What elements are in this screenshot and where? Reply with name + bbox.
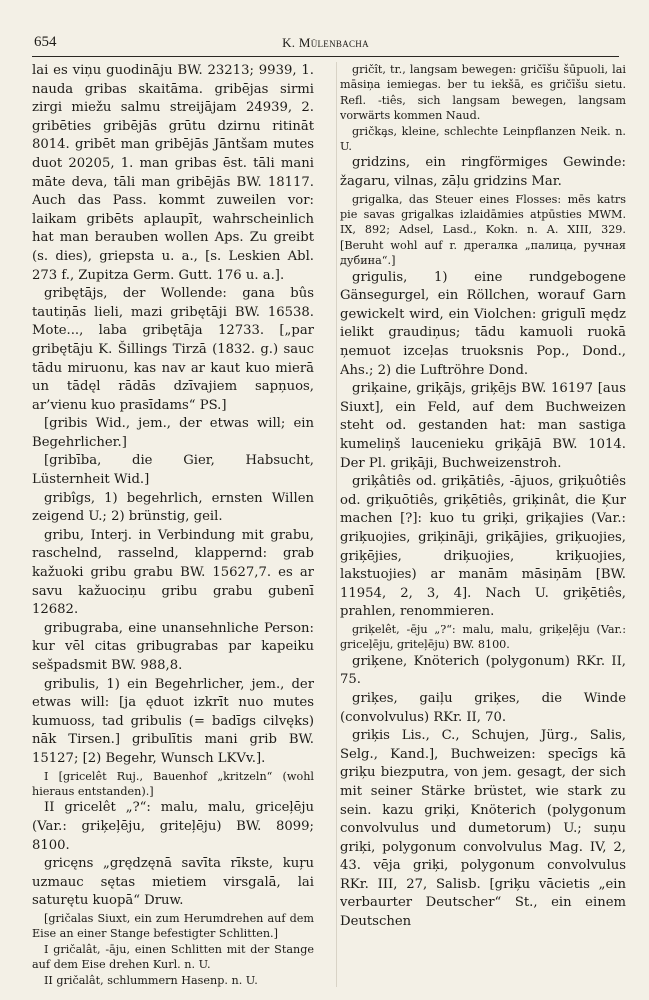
entry-gricens: gricęns „grędzęnā savīta rīkste, kuŗu uzmauc sętas mietiem virsgalā, lai saturętu kuopā“ Druw. xyxy=(32,856,314,909)
entry-gribigs: gribîgs, 1) begehrlich, ernsten Willen zeigend U.; 2) brünstig, geil. xyxy=(32,490,314,525)
entry-gribetajs: gribętājs, der Wollende: gana bûs tautiņās lieli, mazi gribętāji BW. 16538. Mote..., laba gribętāja 12733. [„par gribętāju K. Šillings Tirzā (1832. g.) sauc tādu miruonu, kas nav ar kaut kuo mierā un tādęl rādās dzīvajiem sapņuos, ar’vienu kuo prasīdams“ PS.] xyxy=(32,286,314,413)
column-divider xyxy=(336,62,337,987)
entry-grickas: grička̧s, kleine, schlechte Leinpflanzen Neik. n. U. xyxy=(340,124,626,154)
entry-grigalka: grigalka, das Steuer eines Flosses: mēs katrs pie savas grigalkas izlaidāmies atpūsties MWM. IX, 892; Adsel, Lasd., Kokn. n. A. XIII, 329. [Beruht wohl auf r. дрегалка „палица, ручная дубина“.] xyxy=(340,192,626,268)
page-header xyxy=(32,30,619,57)
entry-gribiba: [gribība, die Gier, Habsucht, Lüsternheit Wid.] xyxy=(32,453,314,488)
left-column xyxy=(32,62,314,992)
entry-gricelet-2: II gricelêt „?“: malu, malu, griceļēju (Var.: griķeļēju, griteļēju) BW. 8099; 8100. xyxy=(32,800,314,853)
entry-gricalas: [gričalas Siuxt, ein zum Herumdrehen auf dem Eise an einer Stange befestigter Schlitten.] xyxy=(32,911,314,941)
entry-gricalat-1: I gričalât, -āju, einen Schlitten mit der Stange auf dem Eise drehen Kurl. n. U. xyxy=(32,942,314,972)
entry-gribugraba: gribugraba, eine unansehnliche Person: kur vēl citas gribugrabas par kapeiku sešpadsmit BW. 988,8. xyxy=(32,620,314,673)
entry-grikis: griķis Lis., C., Schujen, Jürg., Salis, Selg., Kand.], Buchweizen: specīgs kā griķu biezputra, von jem. gesagt, der sich mit seiner Stärke brüstet, wie stark zu sein. kazu griķi, Knöterich (polygonum convolvulus und dumetorum) U.; suņu griķi, polygonum convolvulus Mag. IV, 2, 43. vēja griķi, polygonum convolvulus RKr. III, 27, Salisb. [griķu vācietis „ein verbaurter Deutscher“ St., ein einem Deutschen xyxy=(340,728,626,930)
entry-grikaties: griķâtiês od. griķātiês, -ājuos, griķuôtiês od. griķuōtiês, griķētiês, griķinât, die Ķur machen [?]: kuo tu griķi, griķajies (Var.: griķuojies, griķināji, griķājies, griķuojies, griķējies, driķuojies, kriķuojies, lakstuojies) ar manām māsiņām [BW. 11954, 2, 3, 4]. Nach U. griķētiês, prahlen, renommieren. xyxy=(340,474,626,620)
entry-grigulis: grigulis, 1) eine rundgebogene Gänsegurgel, ein Röllchen, worauf Garn gewickelt wird, ein Violchen: grigulī mędz ielikt graudiņus; tādu kamuoli ruokā ņemuot izceļas truoksnis Pop., Dond., Ahs.; 2) die Luftröhre Dond. xyxy=(340,269,626,378)
entry-gricit: gričît, tr., langsam bewegen: gričīšu šūpuoli, lai māsiņa iemiegas. ber tu iekšā, es gričīšu sietu. Refl. -tiês, sich langsam bewegen, langsam vorwärts kommen Naud. xyxy=(340,63,626,123)
entry-gribu: gribu, Interj. in Verbindung mit grabu, raschelnd, rasselnd, klappernd: grab kažuoki gribu grabu BW. 15627,7. es ar savu kažuociņu gribu grabu gubenī 12682. xyxy=(32,527,314,618)
entry-continuation: lai es viņu guodināju BW. 23213; 9939, 1. nauda gribas skaitāma. gribējas sirmi zirgi miežu salmu streijājam 24939, 2. gribēties gribējās grūtu dzirnu ritināt 8014. gribēt man gribējās Jāntšam mutes duot 20205, 1. man gribas ēst. tāli mani māte deva, tāli man gribējās BW. 18117. Auch das Pass. kommt zuweilen vor: laikam gribēts aplaupīt, wahrscheinlich hat man berauben wollen Aps. Zu greibt (s. dies), griepsta u. a., [s. Leskien Abl. 273 f., Zupitza Germ. Gutt. 176 u. a.]. xyxy=(32,63,314,283)
entry-grikene: griķene, Knöterich (polygonum) RKr. II, 75. xyxy=(340,653,626,688)
entry-grikaine: griķaine, griķājs, griķējs BW. 16197 [aus Siuxt], ein Feld, auf dem Buchweizen steht od. gestanden hat: man sastiga kumeliņš laucenieku griķājā BW. 1014. Der Pl. griķāji, Buchweizenstroh. xyxy=(340,381,626,471)
entry-gridzins: gridzins, ein ringförmiges Gewinde: žagaru, vilnas, zāļu gridzins Mar. xyxy=(340,155,626,190)
entry-grikelet: griķelêt, -ēju „?“: malu, malu, griķeļēju (Var.: griceļēju, griteļēju) BW. 8100. xyxy=(340,622,626,652)
page-number: 654 xyxy=(34,34,57,50)
running-head: K. Mülenbacha xyxy=(282,35,369,50)
entry-gricelet-1: I [gricelêt Ruj., Bauenhof „kritzeln“ (wohl hieraus entstanden).] xyxy=(32,769,314,798)
entry-gribulis: gribulis, 1) ein Begehrlicher, jem., der etwas will: [ja ęduot izkrīt nuo mutes kumuoss, tad gribulis (= badīgs cilvęks) nāk Tirsen.] gribulītis mani grib BW. 15127; [2) Begehr, Wunsch LKVv.]. xyxy=(32,676,314,766)
entry-gricalat-2: II gričalât, schlummern Hasenp. n. U. xyxy=(44,973,258,987)
right-column xyxy=(340,62,626,992)
entry-grikes: griķes, gaiļu griķes, die Winde (convolvulus) RKr. II, 70. xyxy=(340,690,626,725)
entry-gribis: [gribis Wid., jem., der etwas will; ein Begehrlicher.] xyxy=(32,416,314,450)
